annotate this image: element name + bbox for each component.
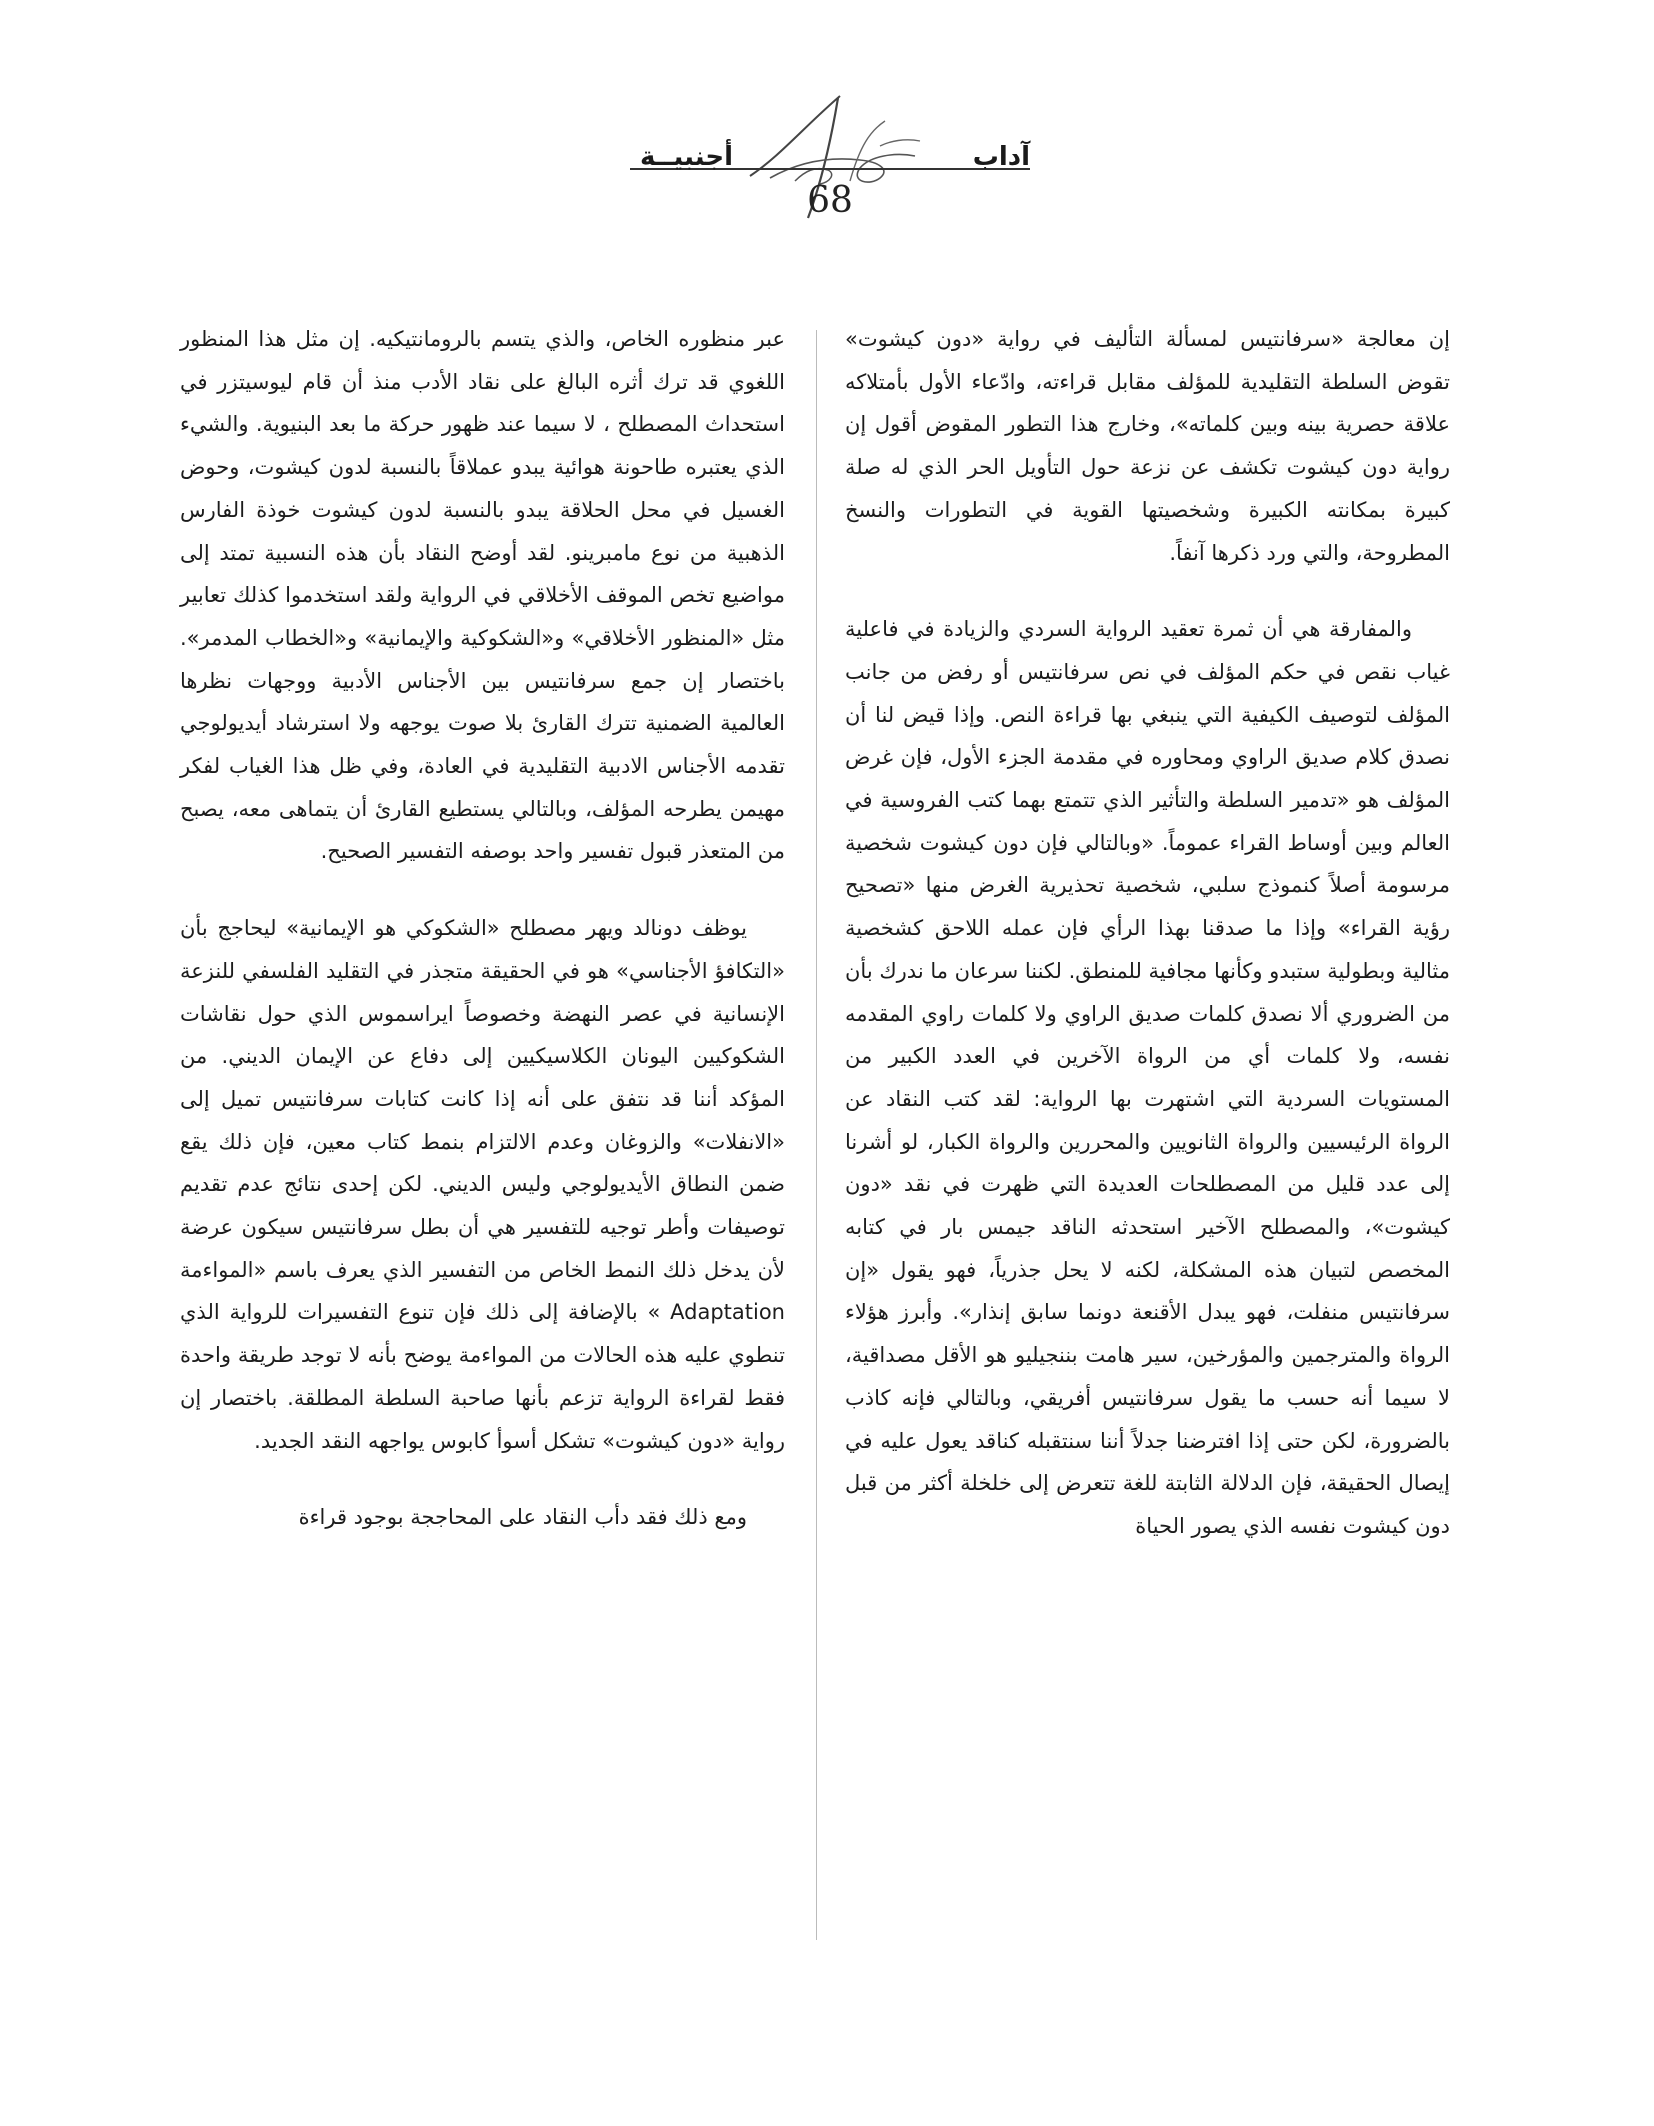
page-number: 68: [807, 180, 853, 221]
right-text-column: [845, 318, 1450, 1548]
column-divider: [816, 330, 817, 1940]
paragraph: يوظف دونالد ويهر مصطلح «الشكوكي هو الإيمانية» ليحاجج بأن «التكافؤ الأجناسي» هو في الحقيقة متجذر في التقليد الفلسفي للنزعة الإنسانية في عصر النهضة وخصوصاً ايراسموس الذي حول نقاشات الشكوكيين اليونان الكلاسيكيين إلى دفاع عن الإيمان الديني. من المؤكد أننا قد نتفق على أنه إذا كانت كتابات سرفانتيس تميل إلى «الانفلات» والزوغان وعدم الالتزام بنمط كتاب معين، فإن ذلك يقع ضمن النطاق الأيديولوجي وليس الديني. لكن إحدى نتائج عدم تقديم توصيفات وأطر توجيه للتفسير هي أن بطل سرفانتيس سيكون عرضة لأن يدخل ذلك النمط الخاص من التفسير الذي يعرف باسم «المواءمة Adaptation » بالإضافة إلى ذلك فإن تنوع التفسيرات للرواية الذي تنطوي عليه هذه الحالات من المواءمة يوضح بأنه لا توجد طريقة واحدة فقط لقراءة الرواية تزعم بأنها صاحبة السلطة المطلقة. باختصار إن رواية «دون كيشوت» تشكل أسوأ كابوس يواجهه النقد الجديد.: [180, 916, 785, 1453]
paragraph: إن معالجة «سرفانتيس لمسألة التأليف في رواية «دون كيشوت» تقوض السلطة التقليدية للمؤلف مقابل قراءته، وادّعاء الأول بأمتلاكه علاقة حصرية بينه وبين كلماته»، وخارج هذا التطور المقوض أقول إن رواية دون كيشوت تكشف عن نزعة حول التأويل الحر الذي له صلة كبيرة بمكانته الكبيرة وشخصيتها القوية في التطورات والنسخ المطروحة، والتي ورد ذكرها آنفاً.: [845, 327, 1450, 565]
left-text-column: [180, 318, 785, 1539]
paragraph: والمفارقة هي أن ثمرة تعقيد الرواية السردي والزيادة في فاعلية غياب نقص في حكم المؤلف في نص سرفانتيس أو رفض من جانب المؤلف لتوصيف الكيفية التي ينبغي بها قراءة النص. وإذا قيض لنا أن نصدق كلام صديق الراوي ومحاوره في مقدمة الجزء الأول، فإن غرض المؤلف هو «تدمير السلطة والتأثير الذي تتمتع بهما كتب الفروسية في العالم وبين أوساط القراء عموماً. «وبالتالي فإن دون كيشوت شخصية مرسومة أصلاً كنموذج سلبي، شخصية تحذيرية الغرض منها «تصحيح رؤية القراء» وإذا ما صدقنا بهذا الرأي فإن عمله اللاحق كشخصية مثالية وبطولية ستبدو وكأنها مجافية للمنطق. لكننا سرعان ما ندرك بأن من الضروري ألا نصدق كلمات صديق الراوي ولا كلمات راوي المقدمه نفسه، ولا كلمات أي من الرواة الآخرين في العدد الكبير من المستويات السردية التي اشتهرت بها الرواية: لقد كتب النقاد عن الرواة الرئيسيين والرواة الثانويين والمحررين والرواة الكبار، لو أشرنا إلى عدد قليل من المصطلحات العديدة التي ظهرت في نقد «دون كيشوت»، والمصطلح الآخير استحدثه الناقد جيمس بار في كتابه المخصص لتبيان هذه المشكلة، لكنه لا يحل جذرياً، فهو يقول «إن سرفانتيس منفلت، فهو يبدل الأقنعة دونما سابق إنذار». وأبرز هؤلاء الرواة والمترجمين والمؤرخين، سير هامت بننجيليو هو الأقل مصداقية، لا سيما أنه حسب ما يقول سرفانتيس أفريقي، وبالتالي فإنه كاذب بالضرورة، لكن حتى إذا افترضنا جدلاً أننا سنتقبله كناقد يعول عليه في إيصال الحقيقة، فإن الدلالة الثابتة للغة تتعرض إلى خلخلة أكثر من قبل دون كيشوت نفسه الذي يصور الحياة: [845, 617, 1450, 1538]
paragraph: عبر منظوره الخاص، والذي يتسم بالرومانتيكيه. إن مثل هذا المنظور اللغوي قد ترك أثره البالغ على نقاد الأدب منذ أن قام ليوسيتزر في استحداث المصطلح ، لا سيما عند ظهور حركة ما بعد البنيوية. والشيء الذي يعتبره طاحونة هوائية يبدو عملاقاً بالنسبة لدون كيشوت، وحوض الغسيل في محل الحلاقة يبدو بالنسبة لدون كيشوت خوذة الفارس الذهبية من نوع مامبرينو. لقد أوضح النقاد بأن هذه النسبية تمتد إلى مواضيع تخص الموقف الأخلاقي في الرواية ولقد استخدموا كذلك تعابير مثل «المنظور الأخلاقي» و«الشكوكية والإيمانية» و«الخطاب المدمر». باختصار إن جمع سرفانتيس بين الأجناس الأدبية ووجهات نظرها العالمية الضمنية تترك القارئ بلا صوت يوجهه ولا استرشاد أيديولوجي تقدمه الأجناس الادبية التقليدية في العادة، وفي ظل هذا الغياب لفكر مهيمن يطرحه المؤلف، وبالتالي يستطيع القارئ أن يتماهى معه، يصبح من المتعذر قبول تفسير واحد بوصفه التفسير الصحيح.: [180, 327, 785, 864]
paragraph: ومع ذلك فقد دأب النقاد على المحاججة بوجود قراءة: [298, 1505, 747, 1530]
section-label-ajnabiya: أجنبيــة: [640, 142, 734, 172]
section-label-adab: آداب: [972, 142, 1030, 172]
page-header: [600, 86, 1060, 246]
